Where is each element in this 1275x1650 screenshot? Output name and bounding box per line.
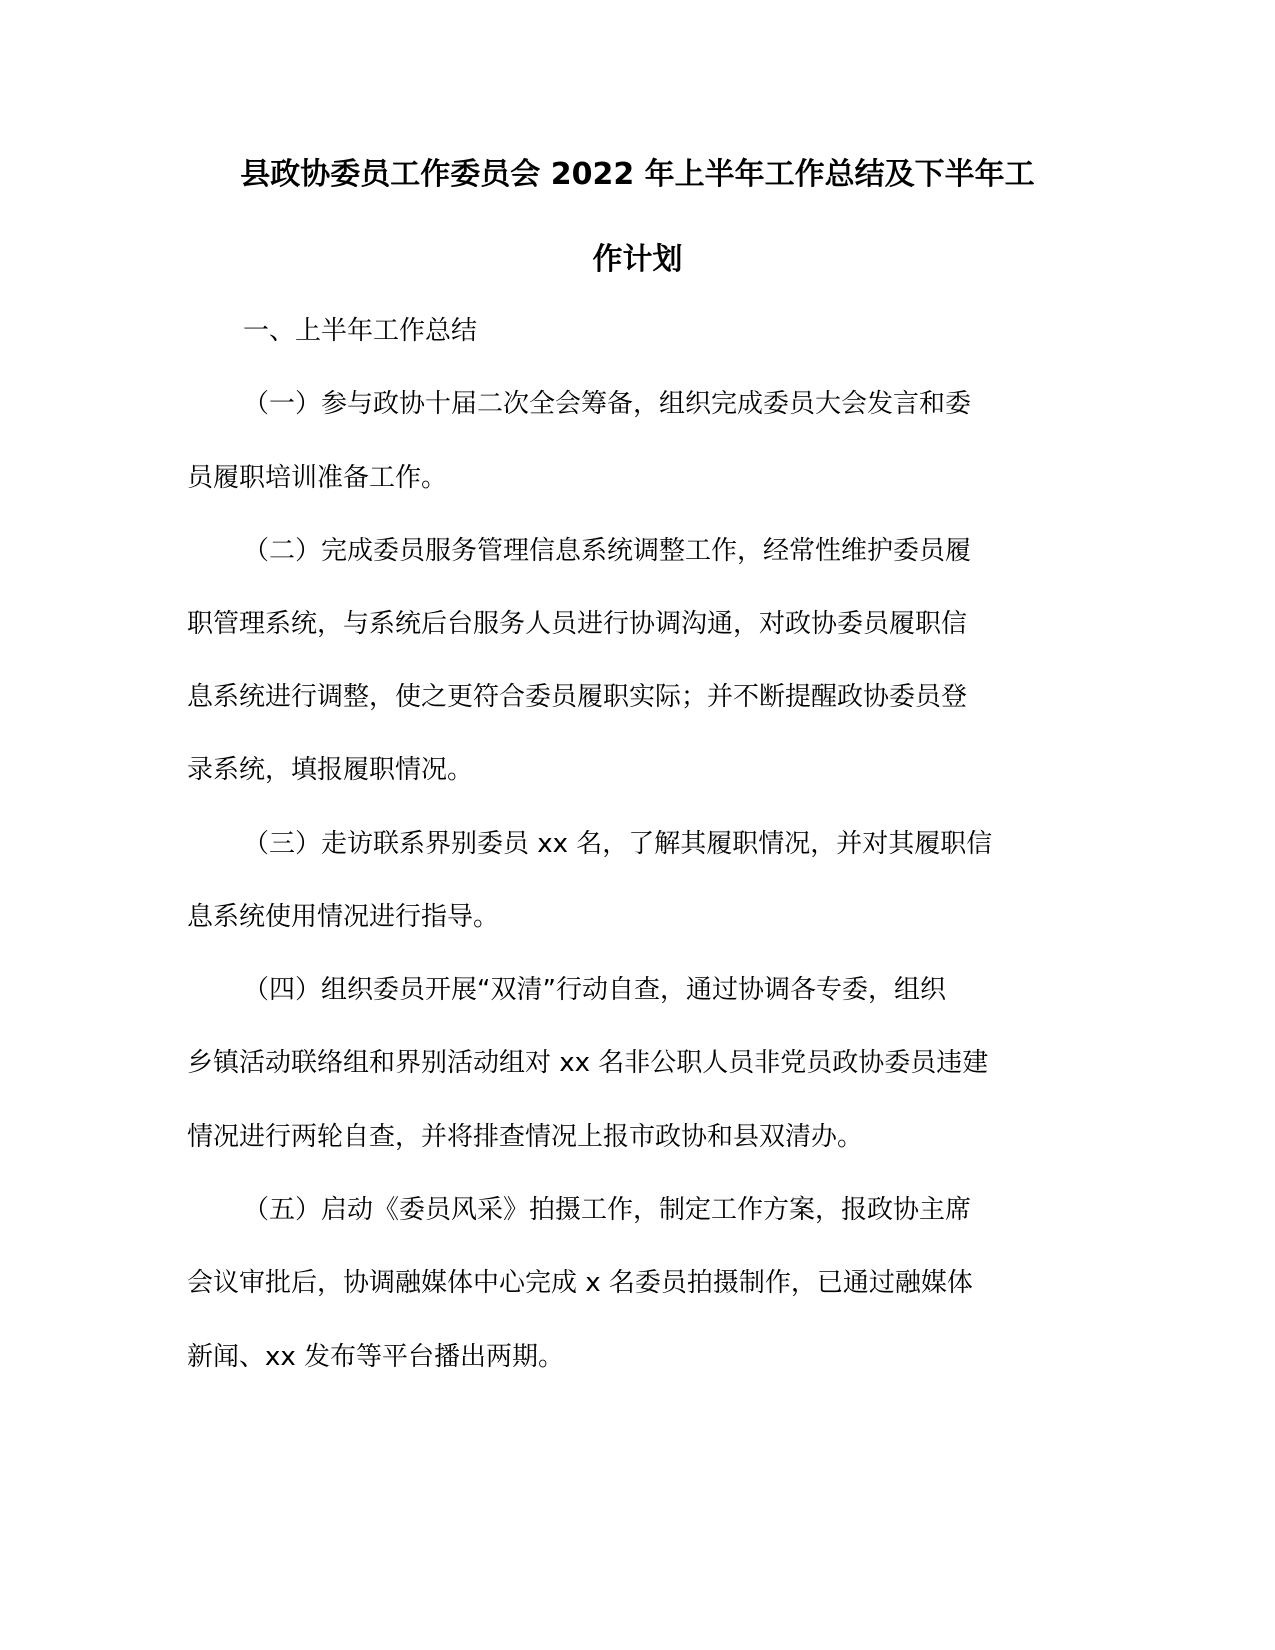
item-3-line-1: （三）走访联系界别委员 xx 名，了解其履职情况，并对其履职信: [243, 829, 993, 859]
item-4-line-2: 乡镇活动联络组和界别活动组对 xx 名非公职人员非党员政协委员违建: [187, 1048, 989, 1078]
item-4-line-3: 情况进行两轮自查，并将排查情况上报市政协和县双清办。: [187, 1122, 864, 1152]
item-1-line-1: （一）参与政协十届二次全会筹备，组织完成委员大会发言和委: [243, 389, 972, 419]
item-3-line-2: 息系统使用情况进行指导。: [187, 902, 500, 932]
item-5-line-2: 会议审批后，协调融媒体中心完成 x 名委员拍摄制作，已通过融媒体: [187, 1268, 973, 1298]
item-2-line-1: （二）完成委员服务管理信息系统调整工作，经常性维护委员履: [243, 536, 972, 566]
item-4-line-1: （四）组织委员开展“双清”行动自查，通过协调各专委，组织: [243, 975, 946, 1005]
item-5-line-1: （五）启动《委员风采》拍摄工作，制定工作方案，报政协主席: [243, 1195, 972, 1225]
document-title-line-2: 作计划: [592, 242, 683, 277]
item-5-line-3: 新闻、xx 发布等平台播出两期。: [187, 1342, 565, 1372]
section-heading: 一、上半年工作总结: [243, 316, 478, 346]
item-2-line-3: 息系统进行调整，使之更符合委员履职实际；并不断提醒政协委员登: [187, 682, 968, 712]
item-2-line-4: 录系统，填报履职情况。: [187, 755, 474, 785]
item-2-line-2: 职管理系统，与系统后台服务人员进行协调沟通，对政协委员履职信: [187, 609, 968, 639]
item-1-line-2: 员履职培训准备工作。: [187, 463, 448, 493]
document-title-line-1: 县政协委员工作委员会 2022 年上半年工作总结及下半年工: [240, 157, 1035, 192]
